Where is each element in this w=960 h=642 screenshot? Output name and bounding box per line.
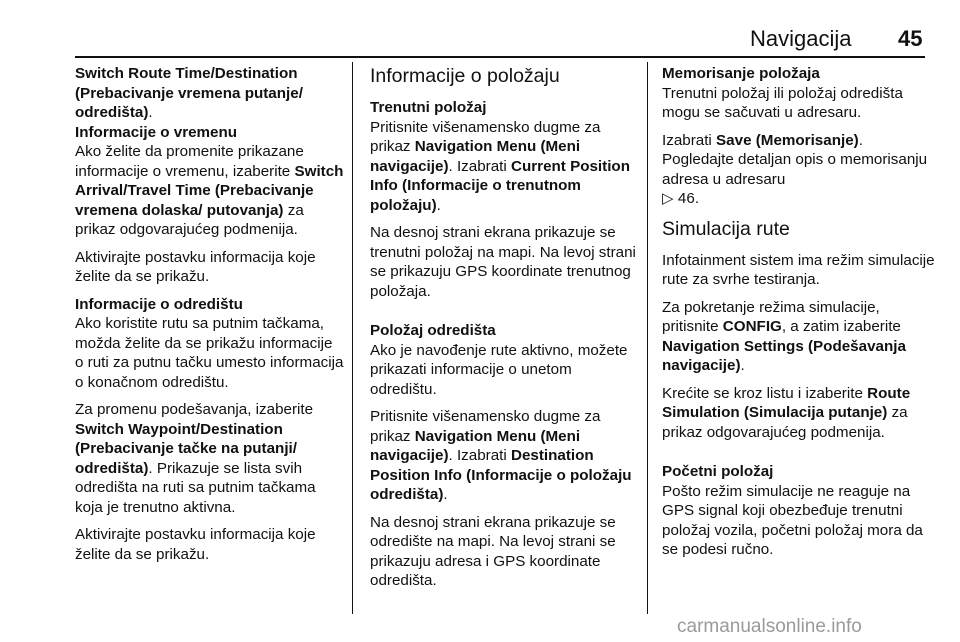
menu-option: Switch Waypoint/Destination (Prebacivanje tačke na putanji/ odredišta) — [75, 420, 297, 477]
paragraph-tail: za prikaz odgovarajućeg podmenija. — [662, 404, 908, 441]
menu-option: Navigation Menu (Meni navigacije) — [370, 138, 581, 175]
paragraph: Trenutni položaj ili položaj odredišta mogu se sačuvati u adresaru. — [662, 84, 903, 121]
column-1: Switch Route Time/Destination (Prebacivanje vremena putanje/ odredišta). Informacije o vremenu Ako želite da promenite prikazane informacije o vremenu, izaberite Switch Arrival/Travel Time (Prebacivanje vremena dolaska/ putovanja) za prikaz odgovarajućeg podmenija. Aktivirajte postavku informacija koje želite da se prikažu. Informacije o odredištu Ako koristite rutu sa putnim tačkama, možda želite da se prikažu informacije o ruti za putnu tačku umesto informacija o konačnom odredištu. Za promenu podešavanja, izaberite Switch Waypoint/Destination (Prebacivanje tačke na putanji/ odredišta). Prikazuje se lista svih odredišta na ruti sa putnim tačkama koja je trenutno aktivna. Aktivirajte postavku informacija koje želite da se prikažu. — [75, 65, 344, 563]
paragraph-tail: , a zatim izaberite — [781, 318, 901, 335]
page-reference-icon: ▷ — [662, 190, 674, 207]
paragraph: Za pokretanje režima simulacije, pritisnite — [662, 298, 880, 335]
watermark: carmanualsonline.info — [677, 616, 862, 637]
paragraph: Pritisnite višenamensko dugme za prikaz — [370, 118, 601, 155]
paragraph: Ako je navođenje rute aktivno, možete prikazati informacije o unetom odredištu. — [370, 341, 628, 398]
subheading-current-position: Trenutni položaj — [370, 99, 487, 116]
paragraph-tail: . Prikazuje se lista svih odredišta na ruti sa putnim tačkama koja je trenutno aktivna. — [75, 459, 316, 516]
column-divider-2 — [647, 62, 648, 614]
page-number: 45 — [898, 26, 923, 51]
paragraph-tail: . Izabrati — [448, 447, 507, 464]
paragraph: Na desnoj strani ekrana prikazuje se trenutni položaj na mapi. Na levoj strani se prikazuju GPS koordinate trenutnog položaja. — [370, 224, 636, 300]
column-3: Memorisanje položaja Trenutni položaj ili položaj odredišta mogu se sačuvati u adresaru. Izabrati Save (Memorisanje). Pogledajte detaljan opis o memorisanju adresa u adresaru ▷ 46. Simulacija rute Infotainment sistem ima režim simulacije rute za svrhe testiranja. Za pokretanje režima simulacije, pritisnite CONFIG, a zatim izaberite Navigation Settings (Podešavanja navigacije). Krećite se kroz listu i izaberite Route Simulation (Simulacija putanje) za prikaz odgovarajućeg podmenija. Početni položaj Pošto režim simulacije ne reaguje na GPS signal koji obezbeđuje trenutni položaj vozila, početni položaj mora da se podesi ručno. — [662, 64, 937, 568]
subheading-destination-info: Informacije o odredištu — [75, 295, 243, 313]
subheading-save-position: Memorisanje položaja — [662, 65, 820, 82]
paragraph-tail: . Izabrati — [448, 157, 507, 175]
paragraph: Pošto režim simulacije ne reaguje na GPS signal koji obezbeđuje trenutni položaj vozila, početni položaj mora da se podesi ručno. — [662, 482, 923, 558]
paragraph: Ako koristite rutu sa putnim tačkama, možda želite da se prikažu informacije o ruti za putnu tačku umesto informacija o konačnom odredištu. — [75, 315, 344, 391]
paragraph: Ako želite da promenite prikazane informacije o vremenu, izaberite — [75, 143, 304, 180]
header-rule — [75, 56, 925, 58]
paragraph: Aktivirajte postavku informacija koje želite da se prikažu. — [75, 526, 316, 563]
paragraph-tail: za prikaz odgovarajućeg podmenija. — [75, 201, 304, 238]
subheading-time-info: Informacije o vremenu — [75, 123, 238, 141]
menu-option: Navigation Settings (Podešavanja navigacije) — [662, 337, 906, 374]
menu-option: Route Simulation (Simulacija putanje) — [662, 384, 911, 421]
paragraph: Na desnoj strani ekrana prikazuje se odredište na mapi. Na levoj strani se prikazuju adresa i GPS koordinate odredišta. — [370, 513, 616, 589]
subheading-start-position: Početni položaj — [662, 463, 774, 480]
menu-option: Save (Memorisanje) — [716, 131, 859, 149]
column-2: Informacije o položaju Trenutni položaj Pritisnite višenamensko dugme za prikaz Navigation Menu (Meni navigacije). Izabrati Current Position Info (Informacije o trenutnom položaju). Na desnoj strani ekrana prikazuje se trenutni položaj na mapi. Na levoj strani se prikazuju GPS koordinate trenutnog položaja. Položaj odredišta Ako je navođenje rute aktivno, možete prikazati informacije o unetom odredištu. Pritisnite višenamensko dugme za prikaz Navigation Menu (Meni navigacije). Izabrati Destination Position Info (Informacije o položaju odredišta). Na desnoj strani ekrana prikazuje se odredište na mapi. Na levoj strani se prikazuju adresa i GPS koordinate odredišta. — [370, 64, 640, 599]
subheading-destination-position: Položaj odredišta — [370, 322, 496, 339]
column-divider-1 — [352, 62, 353, 614]
menu-option: Switch Arrival/Travel Time (Prebacivanje vremena dolaska/ putovanja) — [75, 162, 344, 219]
menu-option: Destination Position Info (Informacije o položaju odredišta) — [370, 447, 632, 503]
section-heading-route-simulation: Simulacija rute — [662, 217, 790, 240]
menu-option: Navigation Menu (Meni navigacije) — [370, 427, 581, 464]
paragraph-tail: Pogledajte detaljan opis o memorisanju adresa u adresaru — [662, 151, 928, 188]
running-header-title: Navigacija — [750, 26, 852, 51]
paragraph: Za promenu podešavanja, izaberite — [75, 401, 314, 418]
paragraph: Aktivirajte postavku informacija koje želite da se prikažu. — [75, 248, 316, 285]
page-reference: 46. — [677, 190, 700, 207]
paragraph: Infotainment sistem ima režim simulacije rute za svrhe testiranja. — [662, 251, 935, 288]
section-heading: Switch Route Time/Destination (Prebacivanje vremena putanje/ odredišta) — [75, 65, 303, 121]
paragraph: Pritisnite višenamensko dugme za prikaz — [370, 408, 601, 445]
section-heading-position-info: Informacije o položaju — [370, 65, 560, 87]
menu-option: Current Position Info (Informacije o trenutnom položaju) — [370, 157, 630, 214]
paragraph: Krećite se kroz listu i izaberite — [662, 384, 863, 402]
paragraph: Izabrati — [662, 131, 712, 149]
button-name: CONFIG — [722, 318, 782, 335]
